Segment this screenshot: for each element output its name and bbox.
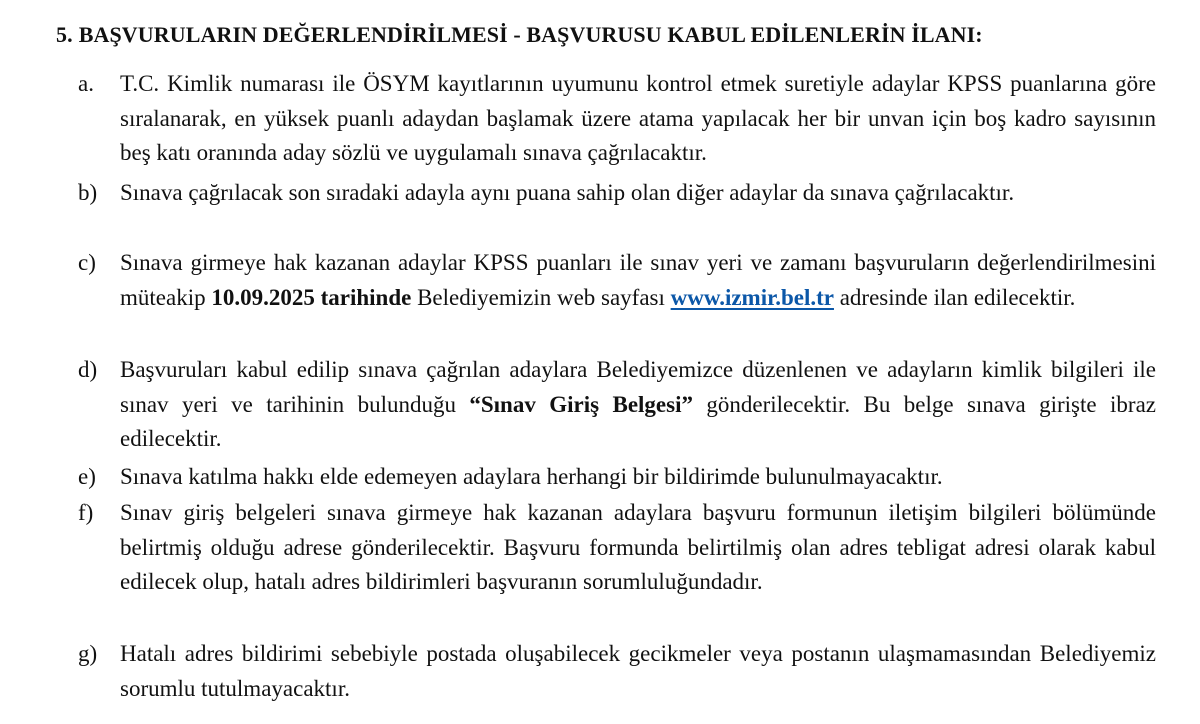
list-item-g — [78, 637, 1156, 706]
list-item-b-text: Sınava çağrılacak son sıradaki adayla aynı puana sahip olan diğer adaylar da sınava çağrılacaktır. — [120, 180, 1015, 205]
item-c-text-after: adresinde ilan edilecektir. — [833, 284, 1076, 310]
list-item-f-text: Sınav giriş belgeleri sınava girmeye hak kazanan adaylara başvuru formunun iletişim bilgileri bölümünde belirtmiş olduğu adrese gönderilecektir. Başvuru formunda belirtilmiş olan adres tebligat adresi olarak kabul edilecek olup, hatalı adres bildirimleri başvuranın sorumluluğundadır. — [120, 500, 1156, 594]
list-item-d-text — [120, 353, 1156, 457]
list-marker-d: d) — [78, 357, 98, 382]
list-item-c-text — [120, 246, 1156, 315]
list-item-e — [78, 460, 1156, 495]
list-marker-e: e) — [78, 464, 96, 489]
list-marker-a: a. — [78, 71, 94, 96]
section-heading — [56, 18, 1156, 52]
list-marker-c: c) — [78, 250, 96, 275]
announcement-date: 10.09.2025 tarihinde — [211, 284, 412, 310]
list-item-f — [78, 496, 1156, 600]
list-marker-f: f) — [78, 500, 94, 525]
exam-entry-document: “Sınav Giriş Belgesi” — [469, 391, 693, 417]
list-item-c — [78, 246, 1156, 315]
list-item-a-text: T.C. Kimlik numarası ile ÖSYM kayıtlarının uyumunu kontrol etmek suretiyle adaylar KPSS puanlarına göre sıralanarak, en yüksek puanlı adaydan başlamak üzere atama yapılacak her bir unvan için boş kadro sayısının beş katı oranında aday sözlü ve uygulamalı sınava çağrılacaktır. — [120, 71, 1156, 165]
item-c-text-middle: Belediyemizin web sayfası — [411, 284, 671, 310]
list-marker-g: g) — [78, 641, 98, 666]
list-marker-b: b) — [78, 180, 98, 205]
item-c-text-before: Sınava girmeye hak kazanan adaylar KPSS puanları ile sınav yeri ve zamanı başvuruların değerlendirilmesini müteakip — [120, 250, 1156, 310]
list-item-a — [78, 67, 1156, 171]
list-item-d — [78, 353, 1156, 457]
item-d-text-before: Başvuruları kabul edilip sınava çağrılan adaylara Belediyemizce düzenlenen ve adayların kimlik bilgileri ile sınav yeri ve tarihinin bulunduğu — [120, 357, 1156, 417]
list-item-g-text: Hatalı adres bildirimi sebebiyle postada oluşabilecek gecikmeler veya postanın ulaşmamasından Belediyemiz sorumlu tutulmayacaktır. — [120, 641, 1156, 701]
list-item-e-text: Sınava katılma hakkı elde edemeyen adaylara herhangi bir bildirimde bulunulmayacaktır. — [120, 464, 943, 489]
section-title: BAŞVURULARIN DEĞERLENDİRİLMESİ - BAŞVURUSU KABUL EDİLENLERİN İLANI: — [78, 22, 983, 47]
list-item-b — [78, 176, 1156, 211]
website-link[interactable]: www.izmir.bel.tr — [670, 284, 834, 310]
item-d-text-after: gönderilecektir. Bu belge sınava girişte ibraz edilecektir. — [120, 391, 1156, 451]
section-number: 5. — [56, 22, 73, 47]
